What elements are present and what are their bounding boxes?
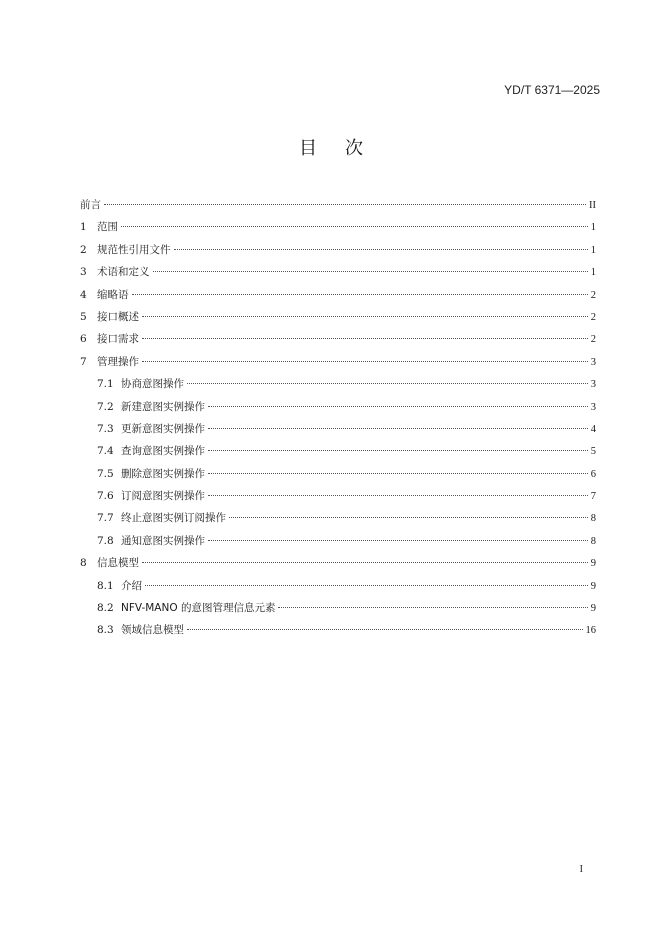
toc-entry-label: 接口概述 [97, 310, 139, 323]
toc-entry-page: 1 [590, 222, 596, 234]
toc-leader-dots [208, 495, 588, 496]
toc-title: 目次 [299, 138, 391, 159]
toc-entry[interactable] [80, 239, 596, 261]
toc-leader-dots [229, 517, 588, 518]
toc-entry-number: 5 [80, 310, 87, 323]
toc-leader-dots [145, 585, 588, 586]
toc-entry[interactable] [80, 575, 596, 597]
toc-entry-page: 8 [590, 513, 596, 525]
toc-entry-number: 8.2 [97, 602, 114, 615]
toc-leader-dots [208, 540, 588, 541]
toc-leader-dots [142, 361, 588, 362]
toc-leader-dots [142, 316, 588, 317]
toc-entry-number: 1 [80, 221, 87, 234]
toc-entry[interactable] [80, 507, 596, 529]
toc-entry-label: 删除意图实例操作 [121, 467, 205, 480]
toc-entry-page: 9 [590, 603, 596, 615]
toc-entry-page: 1 [590, 244, 596, 256]
toc-leader-dots [278, 607, 587, 608]
toc-leader-dots [208, 406, 588, 407]
toc-entry-number: 8.3 [97, 624, 114, 637]
toc-entry-label: 缩略语 [97, 288, 129, 301]
toc-entry-number: 8.1 [97, 579, 114, 592]
toc-leader-dots [174, 249, 588, 250]
toc-entry-page: 4 [590, 423, 596, 435]
toc-entry[interactable] [80, 485, 596, 507]
toc-leader-dots [153, 271, 588, 272]
toc-entry-label: 领域信息模型 [121, 624, 184, 637]
standard-code: YD/T 6371—2025 [504, 83, 600, 97]
toc-leader-dots [208, 473, 588, 474]
toc-entry-number: 7.7 [97, 512, 114, 525]
toc-entry[interactable] [80, 463, 596, 485]
toc-entry-page: 3 [590, 379, 596, 391]
toc-entry-number: 7.6 [97, 490, 114, 503]
toc-entry-page: 1 [590, 267, 596, 279]
toc-entry[interactable] [80, 351, 596, 373]
toc-entry-label: 新建意图实例操作 [121, 400, 205, 413]
toc-entry-label: 信息模型 [97, 557, 139, 570]
toc-entry-page: 16 [585, 625, 596, 637]
toc-entry-page: 3 [590, 401, 596, 413]
toc-entry-page: 3 [590, 356, 596, 368]
toc-entry-page: 5 [590, 446, 596, 458]
toc-entry-label: 前言 [80, 199, 101, 211]
toc-leader-dots [132, 294, 588, 295]
toc-entry[interactable] [80, 530, 596, 552]
toc-entry-page: 9 [590, 558, 596, 570]
page-number: I [579, 864, 583, 875]
toc-entry-label: 通知意图实例操作 [121, 534, 205, 547]
toc-entry-label: 介绍 [121, 579, 142, 592]
toc-entry[interactable] [80, 552, 596, 574]
toc-entry-label: 终止意图实例订阅操作 [121, 512, 226, 525]
toc-leader-dots [104, 204, 586, 205]
toc-leader-dots [208, 428, 588, 429]
toc-leader-dots [208, 450, 588, 451]
toc-entry-label: 订阅意图实例操作 [121, 490, 205, 503]
toc-entry-label: 接口需求 [97, 333, 139, 346]
toc-entry-number: 7.3 [97, 422, 114, 435]
toc-entry-number: 7 [80, 355, 87, 368]
toc-entry-number: 7.4 [97, 445, 114, 458]
toc-leader-dots [121, 226, 588, 227]
toc-leader-dots [142, 562, 588, 563]
toc-entry[interactable] [80, 306, 596, 328]
toc-leader-dots [187, 629, 583, 630]
toc-entry[interactable] [80, 418, 596, 440]
toc-entry-label: 查询意图实例操作 [121, 445, 205, 458]
toc-entry-number: 8 [80, 557, 87, 570]
toc-entry-page: 7 [590, 491, 596, 503]
toc-entry-number: 7.2 [97, 400, 114, 413]
toc-leader-dots [187, 383, 588, 384]
toc-entry[interactable] [80, 216, 596, 238]
toc-entry-page: 8 [590, 535, 596, 547]
toc-entry-number: 7.5 [97, 467, 114, 480]
toc-entry-page: 9 [590, 580, 596, 592]
toc-entry-page: 2 [590, 289, 596, 301]
toc-entry-label: NFV-MANO 的意图管理信息元素 [121, 602, 276, 615]
toc-leader-dots [142, 338, 588, 339]
toc-entry-page: II [589, 200, 596, 211]
toc-entry-page: 2 [590, 311, 596, 323]
toc-entry[interactable] [80, 194, 596, 216]
toc-entry[interactable] [80, 396, 596, 418]
toc-entry-number: 2 [80, 243, 87, 256]
toc-entry[interactable] [80, 619, 596, 641]
toc-entry-number: 6 [80, 333, 87, 346]
toc-entry[interactable] [80, 328, 596, 350]
toc-entry-label: 协商意图操作 [121, 378, 184, 391]
toc-entry-label: 更新意图实例操作 [121, 422, 205, 435]
toc-entry-label: 范围 [97, 221, 118, 234]
table-of-contents [80, 194, 596, 642]
toc-entry[interactable] [80, 373, 596, 395]
toc-entry-page: 6 [590, 468, 596, 480]
toc-entry-number: 3 [80, 266, 87, 279]
toc-entry-number: 7.8 [97, 534, 114, 547]
toc-entry[interactable] [80, 440, 596, 462]
toc-entry-label: 管理操作 [97, 355, 139, 368]
toc-entry-label: 规范性引用文件 [97, 243, 171, 256]
toc-entry[interactable] [80, 261, 596, 283]
toc-entry-page: 2 [590, 334, 596, 346]
toc-entry-number: 7.1 [97, 378, 114, 391]
toc-entry-number: 4 [80, 288, 87, 301]
toc-entry-label: 术语和定义 [97, 266, 150, 279]
toc-entry[interactable] [80, 597, 596, 619]
toc-entry[interactable] [80, 284, 596, 306]
